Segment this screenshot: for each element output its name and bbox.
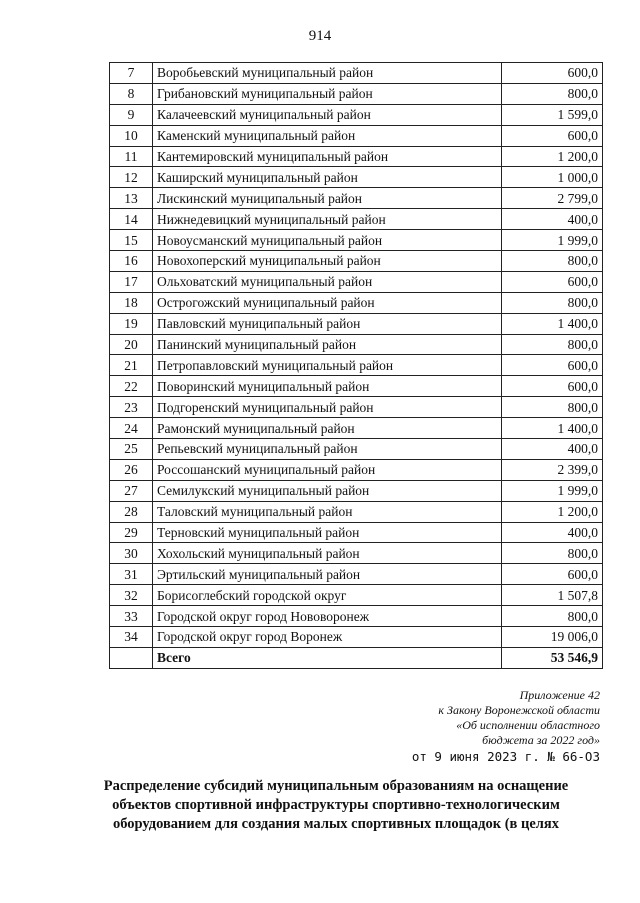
table-row [110,167,603,188]
municipality-name: Эртильский муниципальный район [153,564,502,585]
table-row [110,627,603,648]
table-row [110,334,603,355]
table-row [110,418,603,439]
total-label: Всего [153,647,502,668]
appendix-subject: «Об исполнении областного [456,718,600,732]
table-row [110,543,603,564]
row-number: 21 [110,355,153,376]
row-number: 8 [110,83,153,104]
table-row [110,564,603,585]
subsidy-amount: 400,0 [502,439,603,460]
municipality-name: Россошанский муниципальный район [153,459,502,480]
subsidy-amount: 1 200,0 [502,501,603,522]
subsidy-amount: 1 599,0 [502,104,603,125]
municipality-name: Панинский муниципальный район [153,334,502,355]
subsidy-amount: 1 400,0 [502,418,603,439]
row-number: 18 [110,292,153,313]
row-number: 11 [110,146,153,167]
municipality-name: Лискинский муниципальный район [153,188,502,209]
subsidy-amount: 1 507,8 [502,585,603,606]
row-number: 15 [110,230,153,251]
page-number: 914 [308,28,332,44]
subsidy-amount: 800,0 [502,334,603,355]
table-row [110,439,603,460]
table-row [110,251,603,272]
subsidy-amount: 600,0 [502,355,603,376]
municipality-name: Павловский муниципальный район [153,313,502,334]
row-number: 27 [110,480,153,501]
subsidy-amount: 800,0 [502,251,603,272]
municipality-name: Ольховатский муниципальный район [153,271,502,292]
subsidy-amount: 1 000,0 [502,167,603,188]
subsidy-amount: 400,0 [502,522,603,543]
table-row [110,271,603,292]
municipality-name: Калачеевский муниципальный район [153,104,502,125]
row-number: 20 [110,334,153,355]
table-row [110,292,603,313]
subsidy-amount: 800,0 [502,397,603,418]
row-number: 19 [110,313,153,334]
municipality-name: Городской округ город Нововоронеж [153,606,502,627]
heading-line-3: оборудованием для создания малых спортивных площадок (в целях [112,816,560,832]
table-row [110,355,603,376]
total-row [110,647,603,668]
municipality-name: Грибановский муниципальный район [153,83,502,104]
subsidy-amount: 600,0 [502,376,603,397]
subsidy-amount: 1 999,0 [502,230,603,251]
subsidy-amount: 2 799,0 [502,188,603,209]
row-number: 17 [110,271,153,292]
table-row [110,83,603,104]
row-number: 26 [110,459,153,480]
row-number: 34 [110,627,153,648]
table-row [110,209,603,230]
subsidy-amount: 400,0 [502,209,603,230]
row-number: 29 [110,522,153,543]
section-heading [84,777,588,834]
table-row [110,125,603,146]
row-number: 16 [110,251,153,272]
table-row [110,376,603,397]
municipality-name: Нижнедевицкий муниципальный район [153,209,502,230]
subsidy-table [109,62,603,669]
table-row [110,313,603,334]
municipality-name: Рамонский муниципальный район [153,418,502,439]
total-value: 53 546,9 [502,647,603,668]
municipality-name: Каширский муниципальный район [153,167,502,188]
row-number: 7 [110,63,153,84]
appendix-budget-year: бюджета за 2022 год» [482,733,600,747]
municipality-name: Терновский муниципальный район [153,522,502,543]
table-row [110,585,603,606]
appendix-law: к Закону Воронежской области [438,703,600,717]
table-row [110,501,603,522]
row-number: 24 [110,418,153,439]
subsidy-amount: 1 400,0 [502,313,603,334]
row-number: 14 [110,209,153,230]
table-row [110,397,603,418]
municipality-name: Новохоперский муниципальный район [153,251,502,272]
subsidy-amount: 1 200,0 [502,146,603,167]
heading-line-1: Распределение субсидий муниципальным образованиям на оснащение [103,778,569,794]
table-row [110,459,603,480]
municipality-name: Городской округ город Воронеж [153,627,502,648]
municipality-name: Каменский муниципальный район [153,125,502,146]
municipality-name: Острогожский муниципальный район [153,292,502,313]
subsidy-amount: 2 399,0 [502,459,603,480]
municipality-name: Поворинский муниципальный район [153,376,502,397]
row-number: 25 [110,439,153,460]
row-number: 12 [110,167,153,188]
subsidy-amount: 800,0 [502,543,603,564]
row-number: 32 [110,585,153,606]
subsidy-amount: 600,0 [502,271,603,292]
municipality-name: Петропавловский муниципальный район [153,355,502,376]
table-row [110,606,603,627]
heading-line-2: объектов спортивной инфраструктуры спортивно-технологическим [112,797,560,813]
row-number: 10 [110,125,153,146]
municipality-name: Подгоренский муниципальный район [153,397,502,418]
municipality-name: Таловский муниципальный район [153,501,502,522]
subsidy-amount: 800,0 [502,606,603,627]
row-number: 9 [110,104,153,125]
municipality-name: Семилукский муниципальный район [153,480,502,501]
subsidy-amount: 800,0 [502,292,603,313]
row-number: 30 [110,543,153,564]
appendix-date: от 9 июня 2023 г. № 66-ОЗ [411,749,600,764]
subsidy-amount: 600,0 [502,564,603,585]
table-row [110,63,603,84]
table-row [110,522,603,543]
subsidy-amount: 19 006,0 [502,627,603,648]
subsidy-amount: 1 999,0 [502,480,603,501]
row-number: 28 [110,501,153,522]
municipality-name: Репьевский муниципальный район [153,439,502,460]
subsidy-amount: 600,0 [502,125,603,146]
total-num-cell [110,647,153,668]
table-row [110,104,603,125]
row-number: 22 [110,376,153,397]
row-number: 31 [110,564,153,585]
table-row [110,146,603,167]
row-number: 33 [110,606,153,627]
municipality-name: Кантемировский муниципальный район [153,146,502,167]
subsidy-amount: 800,0 [502,83,603,104]
table-row [110,230,603,251]
table-row [110,188,603,209]
table-row [110,480,603,501]
municipality-name: Хохольский муниципальный район [153,543,502,564]
municipality-name: Борисоглебский городской округ [153,585,502,606]
appendix-title: Приложение 42 [519,688,600,702]
appendix-note [340,688,600,765]
municipality-name: Новоусманский муниципальный район [153,230,502,251]
row-number: 23 [110,397,153,418]
row-number: 13 [110,188,153,209]
table-body [110,63,603,648]
subsidy-amount: 600,0 [502,63,603,84]
municipality-name: Воробьевский муниципальный район [153,63,502,84]
